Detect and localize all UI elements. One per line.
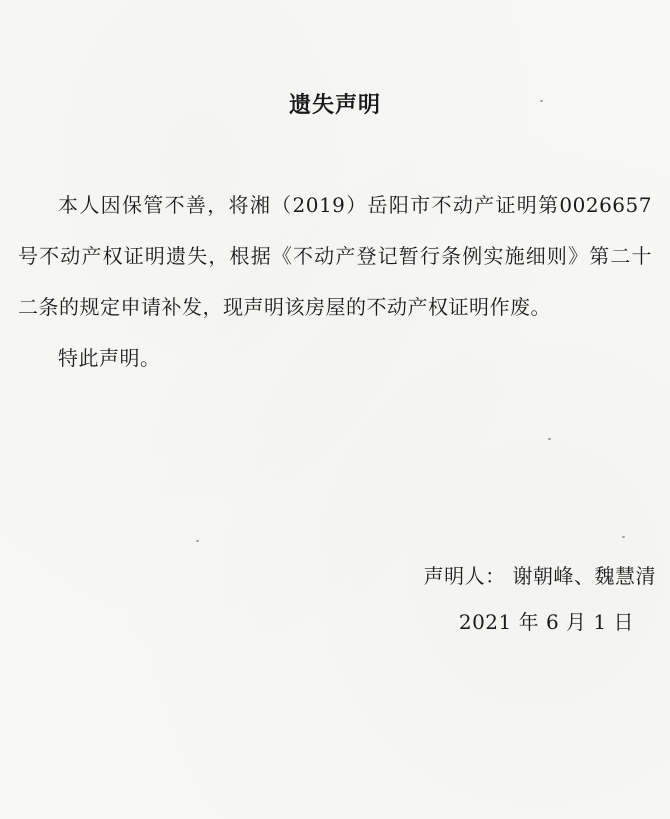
paper-speck [622,536,625,538]
signer-line [424,560,656,589]
paper-speck [548,438,551,440]
paper-speck [196,540,199,542]
signer-names: 谢朝峰、魏慧清 [512,564,656,588]
signer-label: 声明人： [423,564,506,588]
document-date: 2021 年 6 月 1 日 [458,610,634,634]
document-body [18,180,652,384]
closing-paragraph: 特此声明。 [58,346,161,370]
statement-paragraph: 本人因保管不善，将湘（2019）岳阳市不动产证明第0026657号不动产权证明遗失，根据《不动产登记暂行条例实施细则》第二十二条的规定申请补发，现声明该房屋的不动产权证明作废。 [18,193,652,319]
paper-speck [540,100,543,102]
document-title: 遗失声明 [288,92,381,118]
